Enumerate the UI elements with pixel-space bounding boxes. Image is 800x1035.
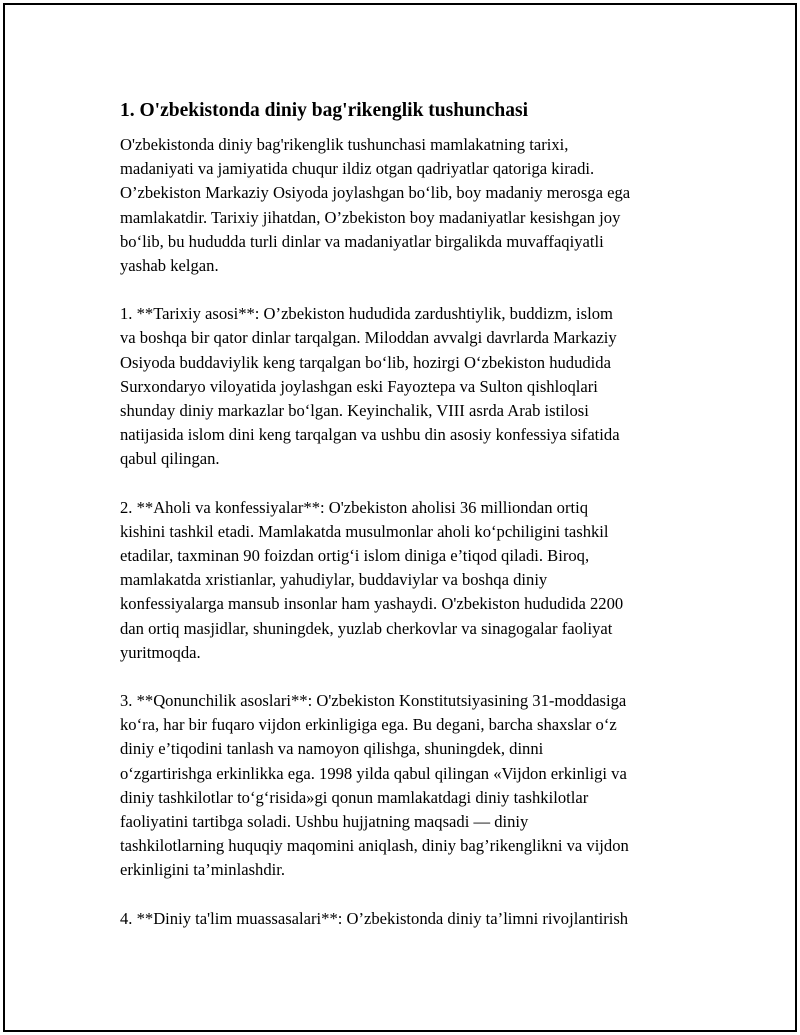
paragraph (120, 302, 695, 471)
text-line: O’zbekiston Markaziy Osiyoda joylashgan bo‘lib, boy madaniy merosga ega (120, 183, 631, 203)
text-line: yashab kelgan. (120, 256, 219, 276)
paragraph (120, 496, 695, 665)
document-body (120, 98, 695, 955)
document-title: 1. O'zbekistonda diniy bag'rikenglik tushunchasi (120, 100, 529, 121)
text-line: Osiyoda buddaviylik keng tarqalgan bo‘lib, hozirgi O‘zbekiston hududida (120, 352, 611, 372)
text-line: O'zbekistonda diniy bag'rikenglik tushunchasi mamlakatning tarixi, (120, 135, 569, 154)
text-line: tashkilotlarning huquqiy maqomini aniqlash, diniy bag’rikenglikni va vijdon (120, 836, 629, 856)
text-line: 2. **Aholi va konfessiyalar**: O'zbekiston aholisi 36 milliondan ortiq (120, 497, 589, 517)
text-line: o‘zgartirishga erkinlikka ega. 1998 yilda qabul qilingan «Vijdon erkinligi va (120, 763, 627, 783)
text-line: mamlakatda xristianlar, yahudiylar, buddaviylar va boshqa diniy (120, 570, 548, 590)
text-line: qabul qilingan. (120, 449, 220, 469)
text-line: 1. **Tarixiy asosi**: O’zbekiston hududida zardushtiylik, buddizm, islom (120, 304, 613, 324)
document-page (3, 3, 797, 1032)
paragraph (120, 133, 695, 278)
text-line: faoliyatini tartibga soladi. Ushbu hujjatning maqsadi — diniy (120, 812, 529, 832)
text-line: va boshqa bir qator dinlar tarqalgan. Miloddan avvalgi davrlarda Markaziy (120, 328, 617, 348)
text-line: erkinligini ta’minlashdir. (120, 860, 285, 880)
text-line: konfessiyalarga mansub insonlar ham yashaydi. O'zbekiston hududida 2200 (120, 594, 624, 614)
text-line: bo‘lib, bu hududda turli dinlar va madaniyatlar birgalikda muvaffaqiyatli (120, 231, 604, 251)
text-line: madaniyati va jamiyatida chuqur ildiz otgan qadriyatlar qatoriga kiradi. (120, 159, 595, 179)
text-line: ko‘ra, har bir fuqaro vijdon erkinligiga ega. Bu degani, barcha shaxslar o‘z (120, 715, 617, 735)
text-line: kishini tashkil etadi. Mamlakatda musulmonlar aholi ko‘pchiligini tashkil (120, 521, 609, 541)
text-line: etadilar, taxminan 90 foizdan ortig‘i islom diniga e’tiqod qiladi. Biroq, (120, 546, 590, 566)
text-line: yuritmoqda. (120, 642, 201, 662)
paragraph-list (120, 133, 695, 931)
text-line: natijasida islom dini keng tarqalgan va ushbu din asosiy konfessiya sifatida (120, 425, 620, 445)
text-line: mamlakatdir. Tarixiy jihatdan, O’zbekiston boy madaniyatlar kesishgan joy (120, 207, 621, 227)
paragraph (120, 689, 695, 883)
text-line: dan ortiq masjidlar, shuningdek, yuzlab cherkovlar va sinagogalar faoliyat (120, 618, 613, 638)
text-line: shunday diniy markazlar bo‘lgan. Keyinchalik, VIII asrda Arab istilosi (120, 401, 589, 421)
text-line: Surxondaryo viloyatida joylashgan eski Fayoztepa va Sulton qishloqlari (120, 376, 598, 396)
text-line: 3. **Qonunchilik asoslari**: O'zbekiston Konstitutsiyasining 31-moddasiga (120, 691, 627, 711)
text-line: diniy tashkilotlar to‘g‘risida»gi qonun mamlakatdagi diniy tashkilotlar (120, 787, 589, 807)
text-line: diniy e’tiqodini tanlash va namoyon qilishga, shuningdek, dinni (120, 739, 544, 759)
text-line: 4. **Diniy ta'lim muassasalari**: O’zbekistonda diniy ta’limni rivojlantirish (120, 908, 629, 928)
paragraph (120, 907, 695, 931)
